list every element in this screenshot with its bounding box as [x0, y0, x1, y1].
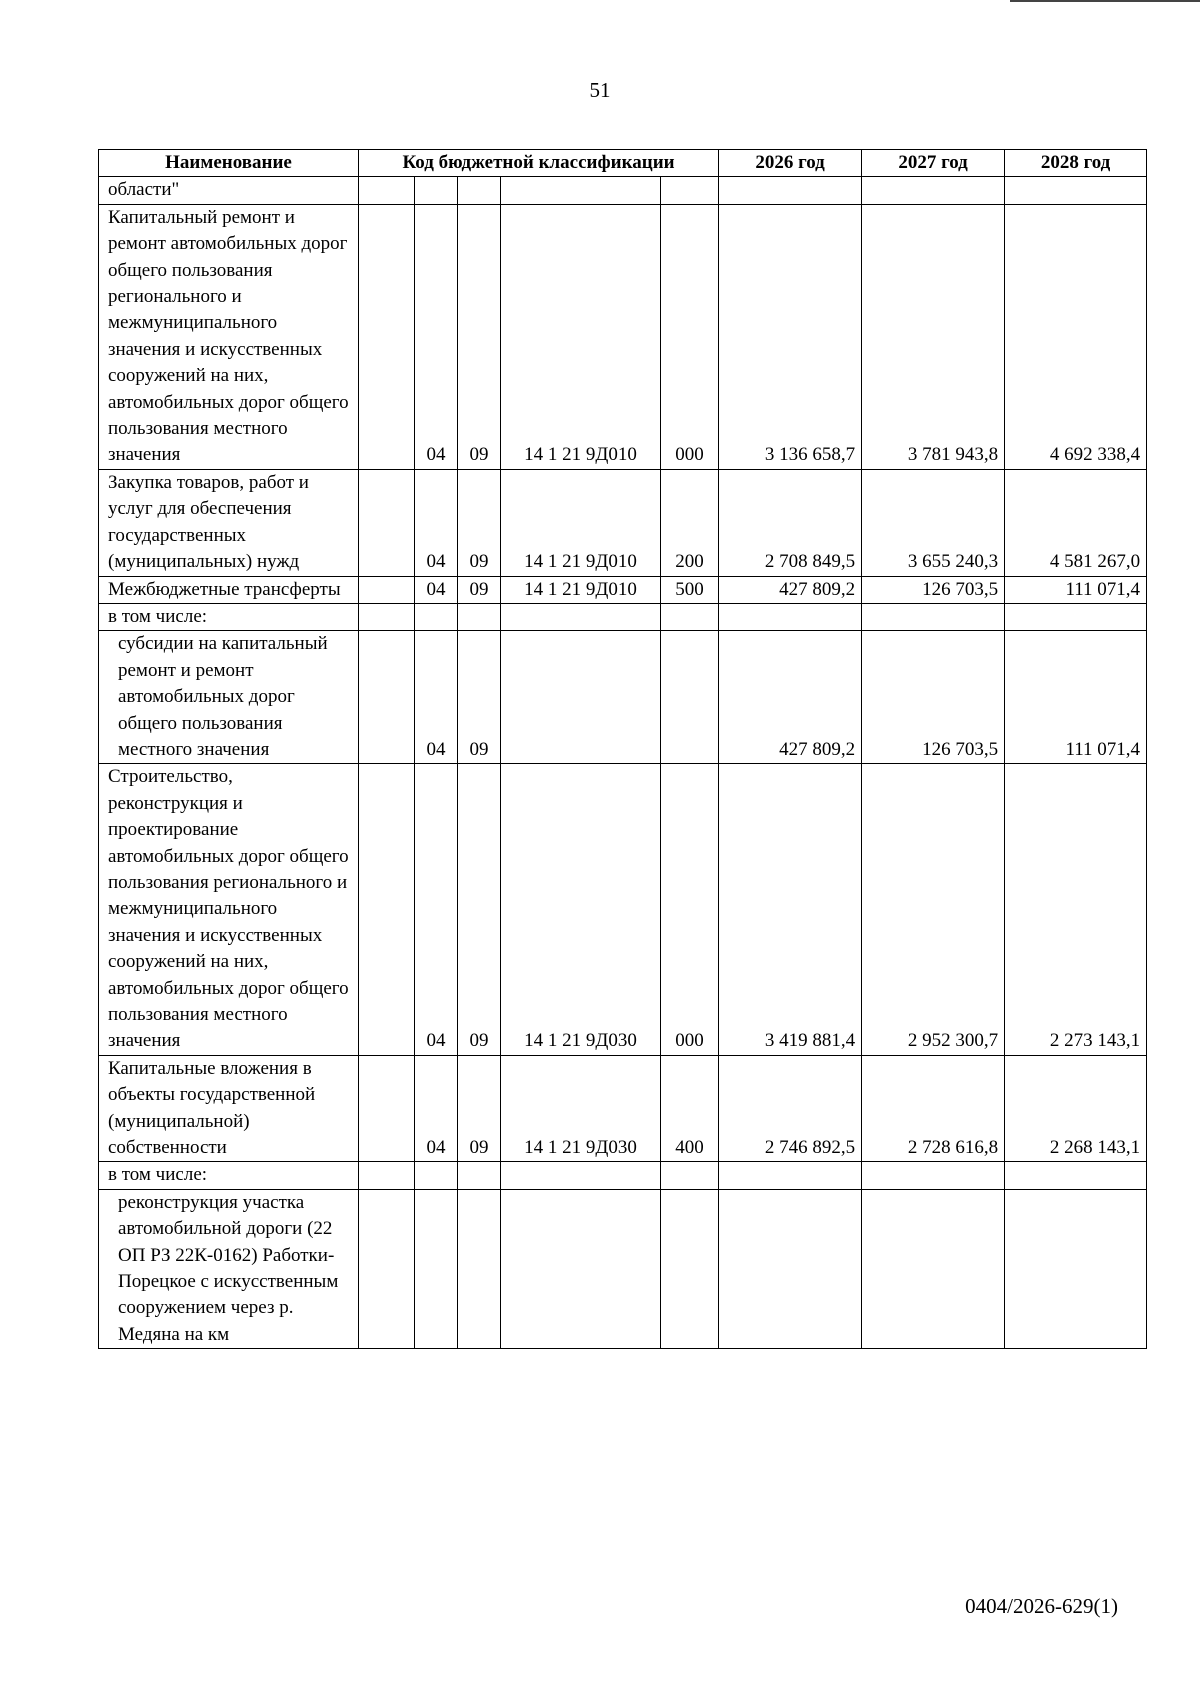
value-2028: 111 071,4 [1005, 576, 1147, 603]
value-2026: 427 809,2 [719, 631, 862, 764]
code-type [661, 1162, 719, 1189]
row-name: Закупка товаров, работ и услуг для обеспечения государственных (муниципальных) нужд [99, 469, 359, 576]
code-subsection [458, 603, 501, 630]
code-target: 14 1 21 9Д010 [501, 469, 661, 576]
top-rule [1010, 0, 1200, 2]
header-row [99, 150, 1147, 177]
code-section: 04 [415, 631, 458, 764]
code-section: 04 [415, 576, 458, 603]
table-row [99, 603, 1147, 630]
code-type [661, 177, 719, 204]
code-type [661, 1189, 719, 1348]
code-type: 500 [661, 576, 719, 603]
code-section: 04 [415, 764, 458, 1055]
value-2027 [862, 177, 1005, 204]
table-row [99, 469, 1147, 576]
row-name: реконструкция участка автомобильной дороги (22 ОП РЗ 22К-0162) Работки-Порецкое с искусственным сооружением через р. Медяна на км [99, 1189, 359, 1348]
code-section: 04 [415, 469, 458, 576]
value-2026: 3 419 881,4 [719, 764, 862, 1055]
code-subsection [458, 177, 501, 204]
code-target [501, 177, 661, 204]
value-2027: 126 703,5 [862, 631, 1005, 764]
code-subsection [458, 1189, 501, 1348]
value-2028 [1005, 177, 1147, 204]
value-2027 [862, 1162, 1005, 1189]
value-2026 [719, 603, 862, 630]
code-target [501, 1162, 661, 1189]
code-subsection: 09 [458, 764, 501, 1055]
table-row [99, 1055, 1147, 1162]
value-2026: 2 746 892,5 [719, 1055, 862, 1162]
code-section [415, 1189, 458, 1348]
code-target: 14 1 21 9Д030 [501, 764, 661, 1055]
code-target [501, 631, 661, 764]
header-code: Код бюджетной классификации [359, 150, 719, 177]
code-subsection: 09 [458, 576, 501, 603]
row-name: в том числе: [99, 1162, 359, 1189]
code-type [661, 603, 719, 630]
value-2026: 427 809,2 [719, 576, 862, 603]
table-row [99, 204, 1147, 469]
code-type: 400 [661, 1055, 719, 1162]
row-name: субсидии на капитальный ремонт и ремонт автомобильных дорог общего пользования местного значения [99, 631, 359, 764]
code-section [415, 1162, 458, 1189]
row-name: Межбюджетные трансферты [99, 576, 359, 603]
code-cell [359, 469, 415, 576]
table-row [99, 177, 1147, 204]
value-2026: 3 136 658,7 [719, 204, 862, 469]
value-2028 [1005, 1189, 1147, 1348]
code-subsection: 09 [458, 631, 501, 764]
value-2026 [719, 1189, 862, 1348]
row-name: области" [99, 177, 359, 204]
code-subsection: 09 [458, 1055, 501, 1162]
code-type: 000 [661, 204, 719, 469]
code-type [661, 631, 719, 764]
code-cell [359, 1189, 415, 1348]
document-code: 0404/2026-629(1) [965, 1594, 1118, 1618]
row-name: Строительство, реконструкция и проектирование автомобильных дорог общего пользования регионального и межмуниципального значения и искусственных сооружений на них, автомобильных дорог общего пользования местного значения [99, 764, 359, 1055]
code-cell [359, 1162, 415, 1189]
code-section: 04 [415, 1055, 458, 1162]
table-row [99, 576, 1147, 603]
code-subsection: 09 [458, 204, 501, 469]
code-target: 14 1 21 9Д030 [501, 1055, 661, 1162]
header-2026: 2026 год [719, 150, 862, 177]
code-cell [359, 1055, 415, 1162]
code-subsection [458, 1162, 501, 1189]
budget-table [98, 149, 1147, 1349]
row-name: Капитальные вложения в объекты государственной (муниципальной) собственности [99, 1055, 359, 1162]
code-cell [359, 631, 415, 764]
value-2027: 3 655 240,3 [862, 469, 1005, 576]
table-row [99, 1189, 1147, 1348]
value-2027 [862, 603, 1005, 630]
header-2028: 2028 год [1005, 150, 1147, 177]
value-2028: 4 692 338,4 [1005, 204, 1147, 469]
table-row [99, 1162, 1147, 1189]
row-name: в том числе: [99, 603, 359, 630]
value-2027: 3 781 943,8 [862, 204, 1005, 469]
value-2026: 2 708 849,5 [719, 469, 862, 576]
code-section [415, 603, 458, 630]
code-cell [359, 177, 415, 204]
code-target [501, 603, 661, 630]
code-type: 000 [661, 764, 719, 1055]
value-2028: 111 071,4 [1005, 631, 1147, 764]
value-2028: 4 581 267,0 [1005, 469, 1147, 576]
code-target: 14 1 21 9Д010 [501, 204, 661, 469]
value-2027: 2 728 616,8 [862, 1055, 1005, 1162]
code-subsection: 09 [458, 469, 501, 576]
code-cell [359, 204, 415, 469]
value-2027: 2 952 300,7 [862, 764, 1005, 1055]
value-2028: 2 268 143,1 [1005, 1055, 1147, 1162]
row-name: Капитальный ремонт и ремонт автомобильных дорог общего пользования регионального и межмуниципального значения и искусственных сооружений на них, автомобильных дорог общего пользования местного значения [99, 204, 359, 469]
code-target: 14 1 21 9Д010 [501, 576, 661, 603]
value-2027: 126 703,5 [862, 576, 1005, 603]
code-target [501, 1189, 661, 1348]
value-2028: 2 273 143,1 [1005, 764, 1147, 1055]
code-cell [359, 764, 415, 1055]
code-cell [359, 576, 415, 603]
value-2026 [719, 1162, 862, 1189]
value-2027 [862, 1189, 1005, 1348]
code-cell [359, 603, 415, 630]
table-row [99, 764, 1147, 1055]
code-section [415, 177, 458, 204]
code-section: 04 [415, 204, 458, 469]
header-2027: 2027 год [862, 150, 1005, 177]
value-2028 [1005, 603, 1147, 630]
table-row [99, 631, 1147, 764]
code-type: 200 [661, 469, 719, 576]
page-number: 51 [589, 78, 611, 102]
header-name: Наименование [99, 150, 359, 177]
value-2026 [719, 177, 862, 204]
value-2028 [1005, 1162, 1147, 1189]
